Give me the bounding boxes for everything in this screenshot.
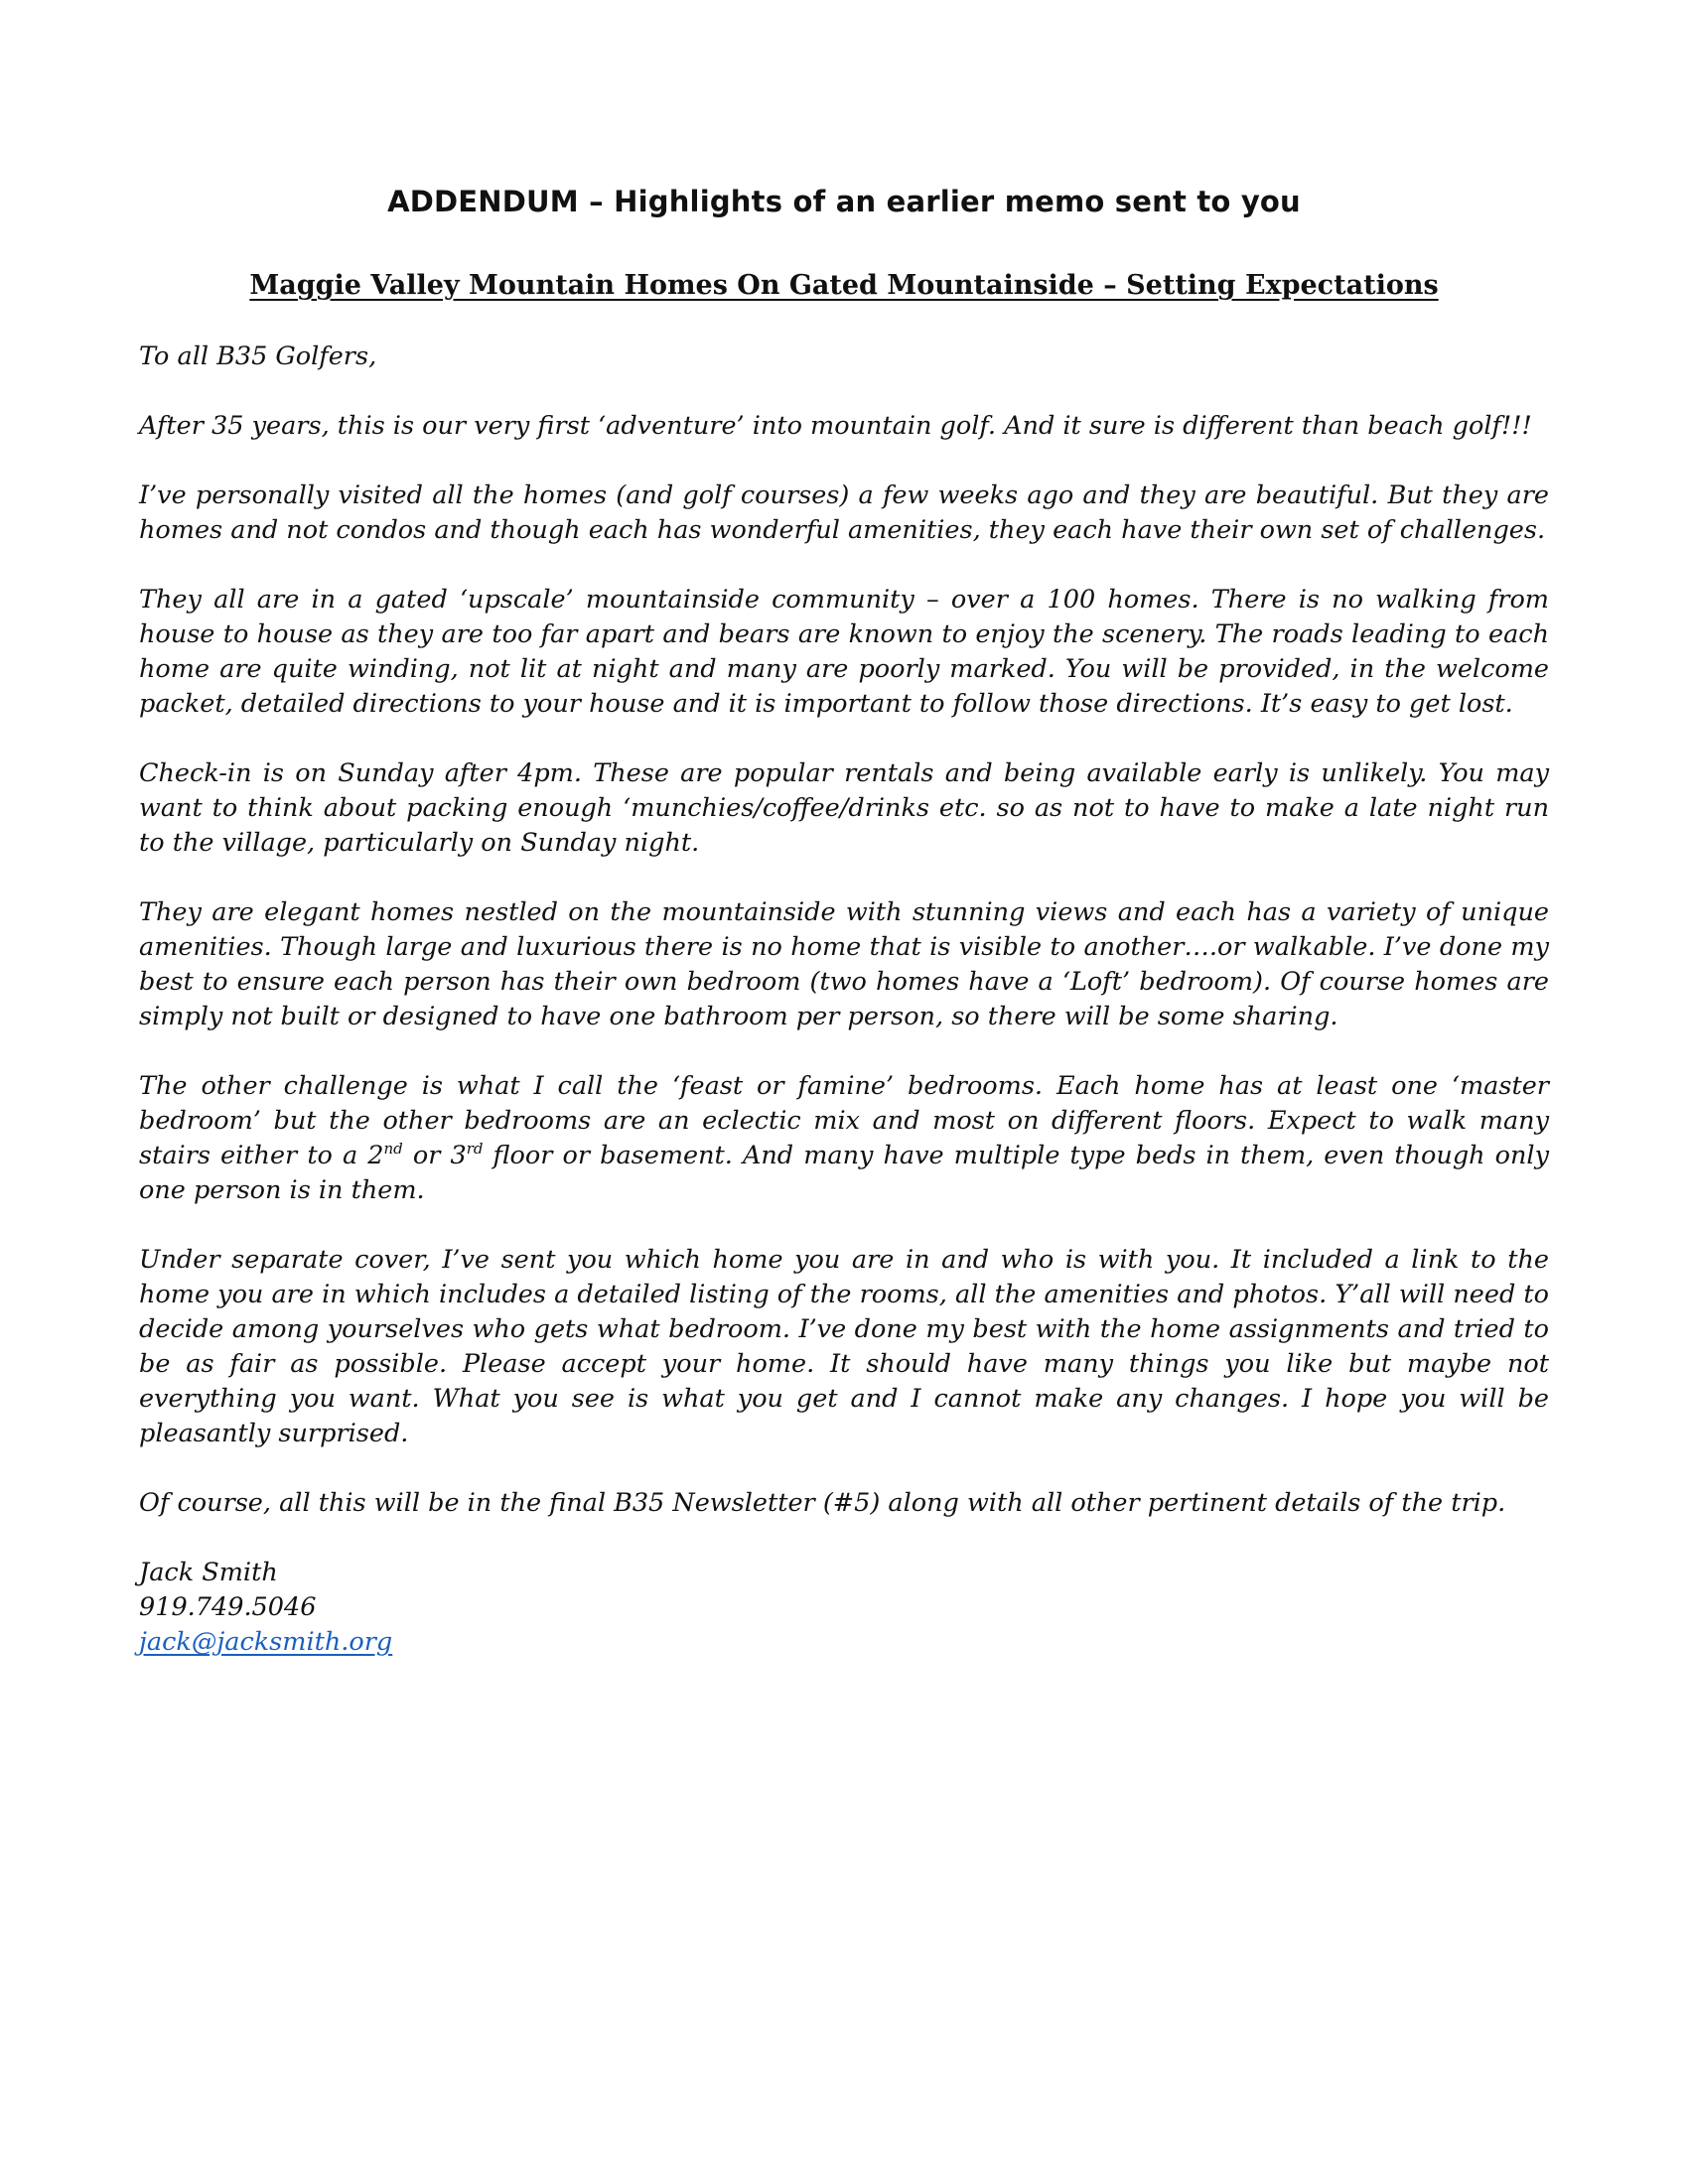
bedrooms-text-part1: The other challenge is what I call the ‘feast or famine’ bedrooms. Each home has at least one ‘master bedroom’ but the other bedrooms are an eclectic mix and most on different floors. Expect to walk many stairs either to a 2: [139, 1071, 1549, 1170]
memo-body: [139, 340, 1549, 1660]
paragraph-check-in: Check-in is on Sunday after 4pm. These are popular rentals and being available early is unlikely. You may want to think about packing enough ‘munchies/coffee/drinks etc. so as not to have to make a late night run to the village, particularly on Sunday night.: [139, 758, 1549, 858]
signature-email-link[interactable]: jack@jacksmith.org: [139, 1627, 393, 1657]
document-title: ADDENDUM – Highlights of an earlier memo sent to you: [387, 185, 1301, 218]
signature-name: Jack Smith: [139, 1558, 278, 1587]
paragraph-home-assignments: Under separate cover, I’ve sent you which home you are in and who is with you. It included a link to the home you are in which includes a detailed listing of the rooms, all the amenities and photos. Y’all will need to decide among yourselves who gets what bedroom. I’ve done my best with the home assignments and tried to be as fair as possible. Please accept your home. It should have many things you like but maybe not everything you want. What you see is what you get and I cannot make any changes. I hope you will be pleasantly surprised.: [139, 1245, 1549, 1448]
salutation: To all B35 Golfers,: [139, 341, 377, 371]
signature-phone: 919.749.5046: [139, 1592, 317, 1622]
paragraph-adventure: After 35 years, this is our very first ‘adventure’ into mountain golf. And it sure is different than beach golf!!!: [139, 411, 1532, 441]
paragraph-gated-community: They all are in a gated ‘upscale’ mountainside community – over a 100 homes. There is no walking from house to house as they are too far apart and bears are known to enjoy the scenery. The roads leading to each home are quite winding, not lit at night and many are poorly marked. You will be provided, in the welcome packet, detailed directions to your house and it is important to follow those directions. It’s easy to get lost.: [139, 585, 1549, 719]
paragraph-bedrooms: [139, 1069, 1549, 1208]
bedrooms-text-part2: or 3: [402, 1141, 467, 1170]
ordinal-suffix-nd: nd: [383, 1140, 403, 1158]
signature-block: [139, 1556, 1549, 1660]
paragraph-elegant-homes: They are elegant homes nestled on the mountainside with stunning views and each has a variety of unique amenities. Though large and luxurious there is no home that is visible to another….or walkable. I’ve done my best to ensure each person has their own bedroom (two homes have a ‘Loft’ bedroom). Of course homes are simply not built or designed to have one bathroom per person, so there will be some sharing.: [139, 897, 1549, 1031]
document-subtitle: Maggie Valley Mountain Homes On Gated Mountainside – Setting Expectations: [249, 270, 1439, 301]
ordinal-suffix-rd: rd: [466, 1140, 484, 1158]
paragraph-newsletter: Of course, all this will be in the final B35 Newsletter (#5) along with all other pertinent details of the trip.: [139, 1488, 1506, 1518]
paragraph-homes-visit: I’ve personally visited all the homes (and golf courses) a few weeks ago and they are beautiful. But they are homes and not condos and though each has wonderful amenities, they each have their own set of challenges.: [139, 480, 1549, 545]
bedrooms-text-part3: floor or basement. And many have multiple type beds in them, even though only one person is in them.: [139, 1141, 1549, 1205]
